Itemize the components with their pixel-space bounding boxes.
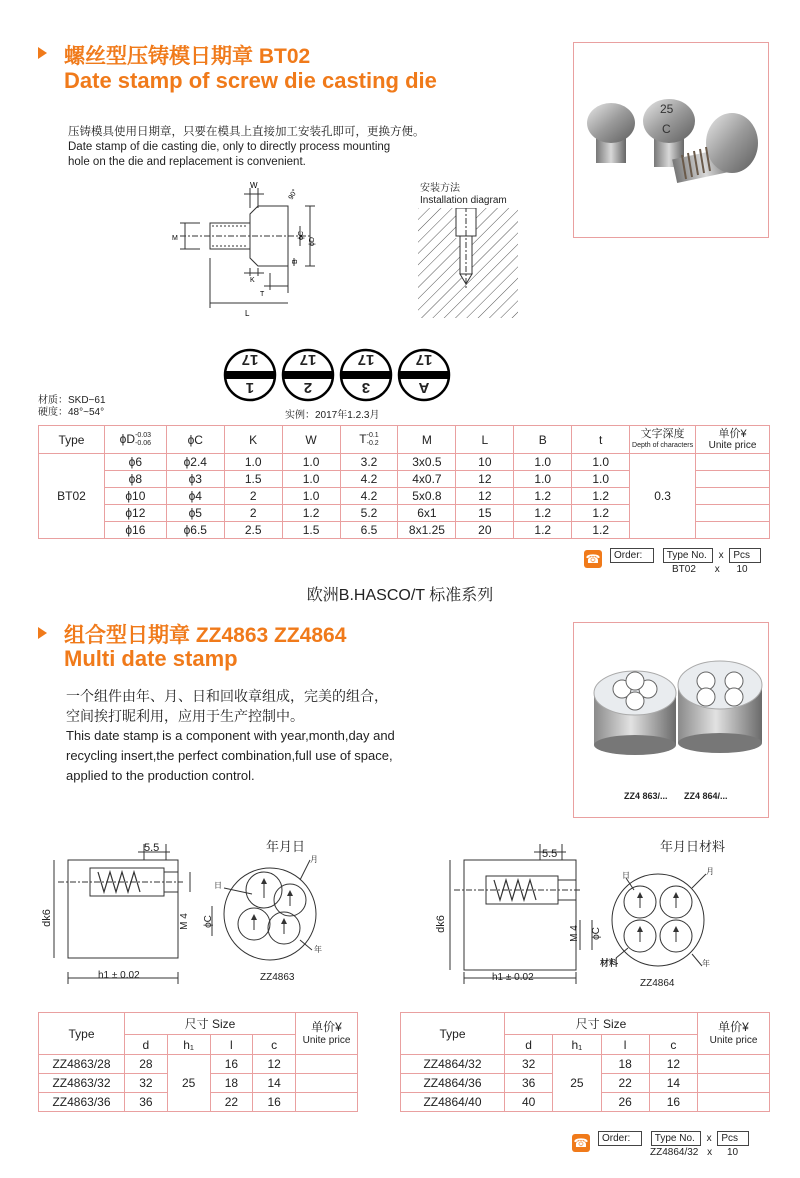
table-row <box>39 1055 358 1074</box>
desc2-en-1: This date stamp is a component with year,month,day and <box>66 728 395 743</box>
th-w: W <box>282 426 340 454</box>
order2-example-type: ZZ4864/32 <box>650 1147 699 1158</box>
table-cell: 2 <box>224 505 282 522</box>
t1-col-l: l <box>210 1035 253 1055</box>
diag2-m4: M 4 <box>568 925 580 942</box>
table-cell: ϕ4 <box>166 488 224 505</box>
t1-col-h1: h₁ <box>167 1035 210 1055</box>
stamp-3-bottom: 3 <box>361 379 371 396</box>
example-label: 实例：2017年1.2.3月 <box>285 410 380 421</box>
price-cell <box>696 505 770 522</box>
t2-col-c: c <box>649 1035 697 1055</box>
svg-text:ϕC: ϕC <box>298 231 305 240</box>
bt02-spec-table <box>38 425 770 539</box>
order-line-1 <box>610 548 761 563</box>
table-cell: 1.5 <box>224 471 282 488</box>
order2-label: Order: <box>598 1131 642 1146</box>
desc2-cn-1: 一个组件由年、月、日和回收章组成，完美的组合， <box>66 688 388 704</box>
diag1-phic: ϕC <box>202 915 214 928</box>
price-cell <box>296 1055 358 1074</box>
zz4863-drawing <box>38 832 338 997</box>
table-row <box>401 1055 770 1074</box>
th-k: K <box>224 426 282 454</box>
diag1-nian: 年 <box>314 945 322 954</box>
svg-text:K: K <box>250 277 255 284</box>
th-m: M <box>398 426 456 454</box>
c-cell: 16 <box>649 1093 697 1112</box>
t1-size-header: 尺寸 Size <box>125 1013 296 1035</box>
t2-price-header: 单价¥ Unite price <box>698 1013 770 1055</box>
order-line-2 <box>598 1131 749 1146</box>
table-row <box>39 454 770 471</box>
diag2-h1: h1 ± 0.02 <box>492 972 534 983</box>
diag1-dk6: dk6 <box>40 909 53 927</box>
table-cell: 20 <box>456 522 514 539</box>
t1-type-header: Type <box>39 1013 125 1055</box>
diag2-caption: 年月日材料 <box>660 839 726 854</box>
diag1-h1: h1 ± 0.02 <box>98 970 140 981</box>
h1-cell: 25 <box>167 1055 210 1112</box>
svg-text:T: T <box>260 291 265 298</box>
d-cell: 28 <box>125 1055 168 1074</box>
c-cell: 12 <box>253 1055 296 1074</box>
order-example-x: x <box>714 564 720 575</box>
table-cell: 2.5 <box>224 522 282 539</box>
diag1-dim55: 5.5 <box>144 842 160 854</box>
order-pcs: Pcs <box>729 548 761 563</box>
section1-description <box>68 125 428 170</box>
order-label: Order: <box>610 548 654 563</box>
type-cell: ZZ4864/40 <box>401 1093 505 1112</box>
svg-text:90°: 90° <box>287 188 300 201</box>
table-cell: 3.2 <box>340 454 398 471</box>
install-cn: 安装方法 <box>420 183 460 194</box>
price-cell <box>696 522 770 539</box>
table-cell: 2 <box>224 488 282 505</box>
h1-cell: 25 <box>553 1055 601 1112</box>
table-cell: 1.2 <box>572 488 630 505</box>
th-depth: 文字深度 Depth of characters <box>630 426 696 454</box>
l-cell: 18 <box>210 1074 253 1093</box>
th-l: L <box>456 426 514 454</box>
material-label: 材质：SKD−61 <box>38 395 106 406</box>
order-example-2 <box>650 1147 738 1158</box>
photo-caption-1: ZZ4 863/... <box>624 791 668 801</box>
svg-text:ϕD: ϕD <box>309 237 316 246</box>
order-type-no: Type No. <box>663 548 713 563</box>
photo-caption-2: ZZ4 864/... <box>684 791 728 801</box>
stamp-2-bottom: 2 <box>303 379 313 396</box>
l-cell: 22 <box>210 1093 253 1112</box>
price-cell <box>696 488 770 505</box>
stamp-2-top: 17 <box>299 351 317 368</box>
t2-col-h1: h₁ <box>553 1035 601 1055</box>
d-cell: 36 <box>125 1093 168 1112</box>
multi-stamp-photo <box>573 622 769 818</box>
th-t: T-0.1 -0.2 <box>340 426 398 454</box>
zz4864-drawing <box>430 832 770 997</box>
table-cell: 1.0 <box>572 471 630 488</box>
installation-diagram <box>418 208 518 323</box>
table-cell: 1.0 <box>282 471 340 488</box>
bullet-arrow-icon <box>38 47 47 59</box>
table-cell: 1.0 <box>282 454 340 471</box>
svg-text:W: W <box>250 181 258 190</box>
phone-icon-2: ☎ <box>573 1136 589 1150</box>
table-cell: ϕ5 <box>166 505 224 522</box>
l-cell: 26 <box>601 1093 649 1112</box>
depth-cell: 0.3 <box>630 454 696 539</box>
table-cell: 6.5 <box>340 522 398 539</box>
price-cell <box>698 1074 770 1093</box>
table-cell: 1.0 <box>282 488 340 505</box>
table-cell: 8x1.25 <box>398 522 456 539</box>
zz4863-size-table <box>38 1012 358 1112</box>
t2-size-header: 尺寸 Size <box>505 1013 698 1035</box>
svg-text:B: B <box>292 259 299 264</box>
type-cell: ZZ4863/32 <box>39 1074 125 1093</box>
section2-title-cn: 组合型日期章 ZZ4863 ZZ4864 <box>64 624 347 647</box>
table-cell: 4x0.7 <box>398 471 456 488</box>
th-t-small: t <box>572 426 630 454</box>
stamp-examples <box>220 345 460 410</box>
stamp-1-bottom: 1 <box>245 379 255 396</box>
order-x: x <box>718 550 724 561</box>
table-cell: 1.2 <box>572 522 630 539</box>
type-cell: ZZ4863/28 <box>39 1055 125 1074</box>
l-cell: 16 <box>210 1055 253 1074</box>
bt02-technical-drawing <box>160 178 370 328</box>
section1-title-en: Date stamp of screw die casting die <box>64 68 437 93</box>
material-info <box>38 395 106 419</box>
section2-title-en: Multi date stamp <box>64 646 238 671</box>
th-price: 单价¥ Unite price <box>696 426 770 454</box>
d-cell: 32 <box>505 1055 553 1074</box>
diag2-nian: 年 <box>702 959 710 968</box>
diag2-phic: ϕC <box>590 927 602 940</box>
type-cell: ZZ4864/32 <box>401 1055 505 1074</box>
t2-type-header: Type <box>401 1013 505 1055</box>
t2-col-l: l <box>601 1035 649 1055</box>
th-phic: ϕC <box>166 426 224 454</box>
table-cell: 1.2 <box>514 522 572 539</box>
th-type: Type <box>39 426 105 454</box>
order-example-1 <box>672 564 748 575</box>
order2-example-qty: 10 <box>726 1147 739 1158</box>
c-cell: 14 <box>253 1074 296 1093</box>
c-cell: 16 <box>253 1093 296 1112</box>
desc-cn: 压铸模具使用日期章，只要在模具上直接加工安装孔即可，更换方便。 <box>68 126 425 138</box>
order2-pcs: Pcs <box>717 1131 749 1146</box>
price-cell <box>296 1074 358 1093</box>
diag1-name: ZZ4863 <box>260 972 295 983</box>
diag1-m4: M 4 <box>178 913 190 930</box>
l-cell: 18 <box>601 1055 649 1074</box>
bullet-arrow-icon-2 <box>38 627 47 639</box>
table-cell: 5.2 <box>340 505 398 522</box>
stamp-3-top: 17 <box>357 351 375 368</box>
desc-en-1: Date stamp of die casting die, only to directly process mounting <box>68 141 391 153</box>
d-cell: 36 <box>505 1074 553 1093</box>
installation-caption <box>420 183 507 207</box>
table-cell: 1.0 <box>224 454 282 471</box>
table-cell: 3x0.5 <box>398 454 456 471</box>
type-cell: ZZ4864/36 <box>401 1074 505 1093</box>
table-cell: 5x0.8 <box>398 488 456 505</box>
zz4864-size-table <box>400 1012 770 1112</box>
section2-description <box>66 686 446 786</box>
table-cell: 1.5 <box>282 522 340 539</box>
table-cell: ϕ3 <box>166 471 224 488</box>
diag2-ri: 日 <box>622 871 630 880</box>
svg-text:25: 25 <box>660 102 674 116</box>
table-cell: 12 <box>456 471 514 488</box>
section1-title-cn: 螺丝型压铸模日期章 BT02 <box>64 45 311 68</box>
c-cell: 14 <box>649 1074 697 1093</box>
order2-x: x <box>706 1133 712 1144</box>
type-cell: BT02 <box>39 454 105 539</box>
diag1-ri: 日 <box>214 881 222 890</box>
type-cell: ZZ4863/36 <box>39 1093 125 1112</box>
table-cell: 4.2 <box>340 488 398 505</box>
desc2-en-2: recycling insert,the perfect combination,full use of space, <box>66 748 393 763</box>
price-cell <box>696 454 770 471</box>
table-cell: 1.2 <box>282 505 340 522</box>
stamp-1-top: 17 <box>241 351 259 368</box>
desc2-cn-2: 空间挨打昵利用，应用于生产控制中。 <box>66 708 304 724</box>
table-cell: 1.2 <box>514 488 572 505</box>
price-cell <box>698 1055 770 1074</box>
diag1-caption: 年月日 <box>266 839 306 854</box>
t1-col-c: c <box>253 1035 296 1055</box>
d-cell: 32 <box>125 1074 168 1093</box>
table-cell: 10 <box>456 454 514 471</box>
diag2-dk6: dk6 <box>434 915 447 933</box>
diag2-cailiao: 材料 <box>600 958 619 968</box>
t2-col-d: d <box>505 1035 553 1055</box>
table-cell: 1.0 <box>514 471 572 488</box>
diag2-name: ZZ4864 <box>640 978 675 989</box>
table-cell: 1.0 <box>514 454 572 471</box>
table-cell: 12 <box>456 488 514 505</box>
table-cell: ϕ6.5 <box>166 522 224 539</box>
diag1-yue: 月 <box>310 855 318 864</box>
table-cell: ϕ2.4 <box>166 454 224 471</box>
table-cell: 15 <box>456 505 514 522</box>
diag2-yue: 月 <box>706 867 714 876</box>
th-b: B <box>514 426 572 454</box>
stamp-4-top: 17 <box>415 351 433 368</box>
order-example-qty: 10 <box>736 564 748 575</box>
order-example-type: BT02 <box>672 564 696 575</box>
table-cell: ϕ10 <box>104 488 166 505</box>
series-title: 欧洲B.HASCO/T 标准系列 <box>306 587 494 604</box>
price-cell <box>696 471 770 488</box>
hardness-label: 硬度：48°~54° <box>38 407 105 418</box>
stamp-4-bottom: A <box>418 379 430 396</box>
bt02-photo <box>573 42 769 238</box>
c-cell: 12 <box>649 1055 697 1074</box>
table-cell: ϕ8 <box>104 471 166 488</box>
phone-icon: ☎ <box>585 552 601 566</box>
price-cell <box>296 1093 358 1112</box>
svg-text:L: L <box>245 309 250 318</box>
svg-text:C: C <box>662 122 671 136</box>
table-cell: ϕ16 <box>104 522 166 539</box>
install-en: Installation diagram <box>420 195 507 206</box>
desc-en-2: hole on the die and replacement is convenient. <box>68 156 306 168</box>
table-cell: ϕ12 <box>104 505 166 522</box>
svg-text:M: M <box>172 235 178 242</box>
table-cell: 6x1 <box>398 505 456 522</box>
table-cell: 1.0 <box>572 454 630 471</box>
table-cell: 1.2 <box>572 505 630 522</box>
desc2-en-3: applied to the production control. <box>66 768 255 783</box>
diag2-dim55: 5.5 <box>542 848 558 860</box>
th-phid: ϕD-0.03 -0.06 <box>104 426 166 454</box>
table-cell: ϕ6 <box>104 454 166 471</box>
table-cell: 4.2 <box>340 471 398 488</box>
d-cell: 40 <box>505 1093 553 1112</box>
table-cell: 1.2 <box>514 505 572 522</box>
t1-price-header: 单价¥ Unite price <box>296 1013 358 1055</box>
t1-col-d: d <box>125 1035 168 1055</box>
order2-example-x: x <box>707 1147 713 1158</box>
order2-type-no: Type No. <box>651 1131 701 1146</box>
l-cell: 22 <box>601 1074 649 1093</box>
price-cell <box>698 1093 770 1112</box>
